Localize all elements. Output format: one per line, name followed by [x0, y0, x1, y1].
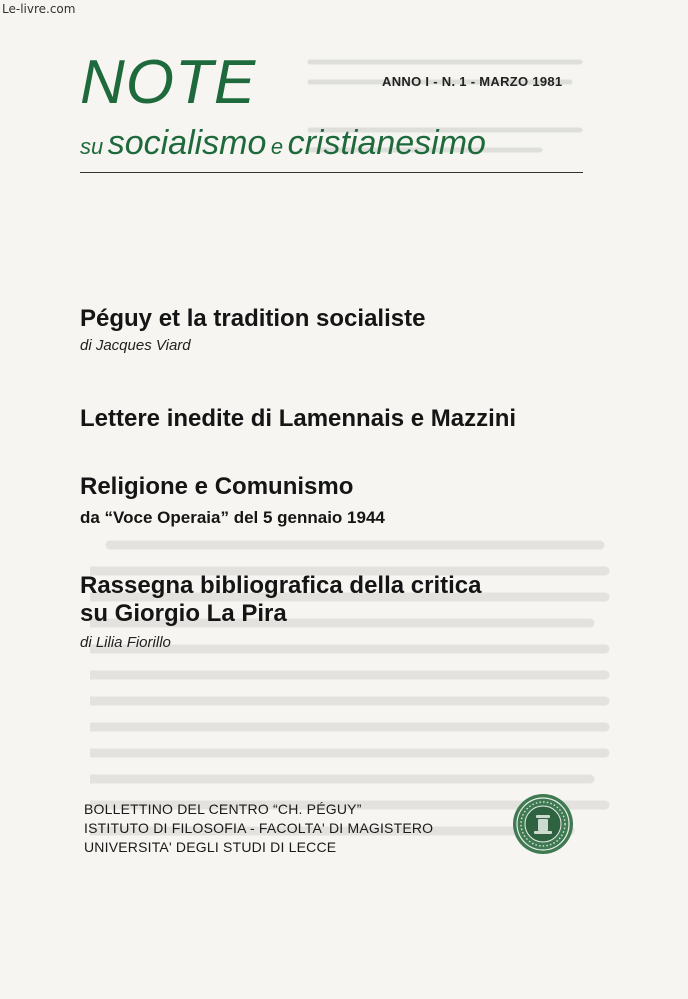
article-author: di Lilia Fiorillo — [80, 634, 171, 651]
article-title-line2: su Giorgio La Pira — [80, 600, 287, 627]
subtitle-word-e: e — [270, 134, 284, 159]
publisher-line-1: BOLLETTINO DEL CENTRO “CH. PÉGUY” — [84, 801, 362, 817]
watermark: Le-livre.com — [2, 2, 76, 16]
article-title: Lettere inedite di Lamennais e Mazzini — [80, 405, 517, 432]
publisher-line-2: ISTITUTO DI FILOSOFIA - FACOLTA' DI MAGISTERO — [84, 820, 434, 836]
subtitle-word-cristianesimo: cristianesimo — [287, 124, 486, 162]
masthead-divider — [80, 172, 583, 173]
article-title: Religione e Comunismo — [80, 473, 354, 500]
university-seal-icon — [512, 793, 574, 855]
subtitle-word-socialismo: socialismo — [107, 124, 267, 162]
article-title-line1: Rassegna bibliografica della critica — [80, 572, 482, 599]
article-lamennais-mazzini — [80, 405, 516, 433]
article-title: Péguy et la tradition socialiste — [80, 305, 426, 332]
publisher-line-3: UNIVERSITA' DEGLI STUDI DI LECCE — [84, 839, 337, 855]
article-subtitle: da “Voce Operaia” del 5 gennaio 1944 — [80, 508, 385, 527]
article-peguy — [80, 305, 425, 354]
article-rassegna-la-pira — [80, 572, 481, 651]
masthead-title: NOTE — [80, 48, 257, 117]
article-author: di Jacques Viard — [80, 337, 191, 354]
masthead-subtitle — [80, 124, 486, 163]
article-religione-comunismo — [80, 473, 385, 529]
subtitle-word-su: su — [80, 134, 104, 159]
issue-info: ANNO I - N. 1 - MARZO 1981 — [382, 74, 563, 89]
publisher-block — [84, 800, 433, 857]
